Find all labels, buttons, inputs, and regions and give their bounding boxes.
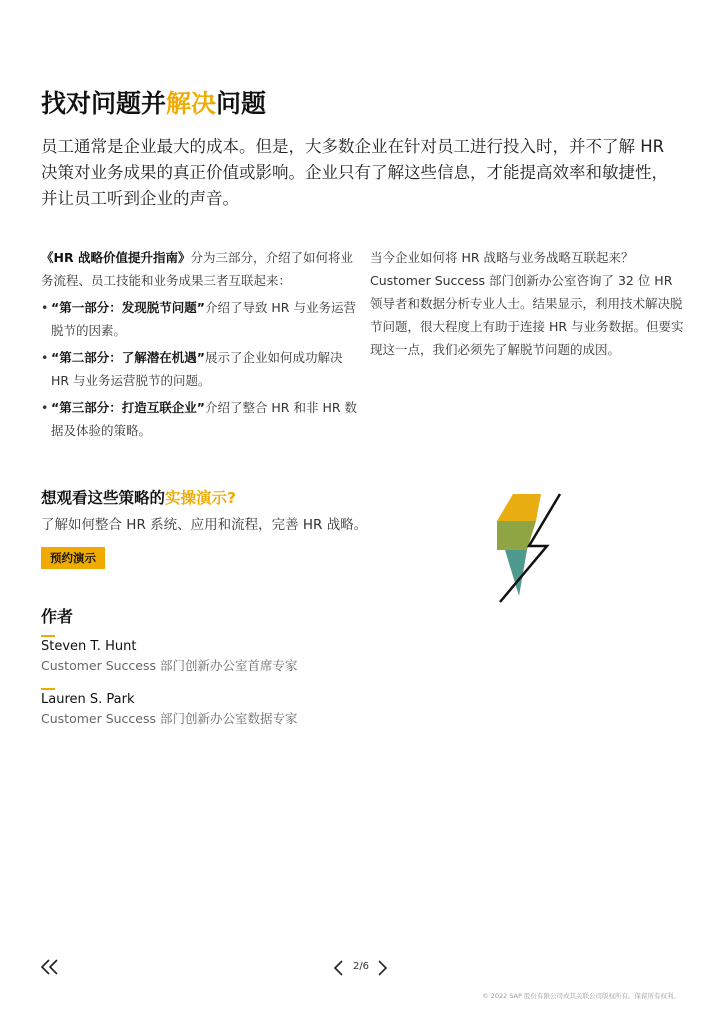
chevron-left-icon[interactable] [332,959,344,977]
double-chevron-left-icon[interactable] [40,957,60,977]
author-role: Customer Success 部门创新办公室数据专家 [41,711,298,726]
part-title: “第一部分：发现脱节问题” [51,300,205,315]
authors-heading: 作者 [41,607,74,626]
guide-title: 《HR 战略价值提升指南》 [41,250,191,265]
right-column [370,246,688,361]
part-text: 介绍了导致 HR 与业务运营脱节的因素。 [51,300,356,338]
author-name: Steven T. Hunt [41,639,137,654]
intro-paragraph: 员工通常是企业最大的成本。但是，大多数企业在针对员工进行投入时，并不了解 HR 决策对业务成果的真正价值或影响。企业只有了解这些信息，才能提高效率和敏捷性，并让员工听到企业的声音。 [41,137,668,208]
list-item [41,346,359,392]
author-name: Lauren S. Park [41,692,135,707]
part-title: “第三部分：打造互联企业” [51,400,205,415]
author-role: Customer Success 部门创新办公室首席专家 [41,658,298,673]
cta-title-pre: 想观看这些策略的 [41,489,166,507]
part-title: “第二部分：了解潜在机遇” [51,350,205,365]
chevron-right-icon[interactable] [377,959,389,977]
title-post: 问题 [216,89,267,118]
cta-title-highlight: 实操演示? [165,489,237,507]
title-highlight: 解决 [166,89,217,118]
list-item [41,396,359,442]
page-title [41,84,266,120]
list-item [41,296,359,342]
title-pre: 找对问题并 [41,89,167,118]
cta-description: 了解如何整合 HR 系统、应用和流程，完善 HR 战略。 [41,517,368,533]
part-text: 展示了企业如何成功解决 HR 与业务运营脱节的问题。 [51,350,343,388]
left-lead-text: 分为三部分，介绍了如何将业务流程、员工技能和业务成果三者互联起来： [41,250,353,288]
bolt-gold-segment [497,494,541,521]
left-column [41,246,359,442]
part-text: 介绍了整合 HR 和非 HR 数据及体验的策略。 [51,400,358,438]
cta-title [41,486,236,508]
author-divider [41,635,55,637]
copyright-footer: © 2022 SAP 股份有限公司或其关联公司版权所有。保留所有权利。 [482,992,680,1000]
book-demo-button[interactable]: 预约演示 [41,547,105,569]
parts-list [41,296,359,442]
left-lead [41,246,359,292]
right-paragraph: 当今企业如何将 HR 战略与业务战略互联起来？Customer Success 部门创新办公室咨询了 32 位 HR 领导者和数据分析专业人士。结果显示，利用技术解决脱节问题，很大程度上有助于连接 HR 与业务数据。但要实现这一点，我们必须先了解脱节问题的成因。 [370,250,684,357]
author-divider [41,688,55,690]
lightning-bolt-icon [495,492,563,604]
page-number: 2/6 [352,961,370,972]
